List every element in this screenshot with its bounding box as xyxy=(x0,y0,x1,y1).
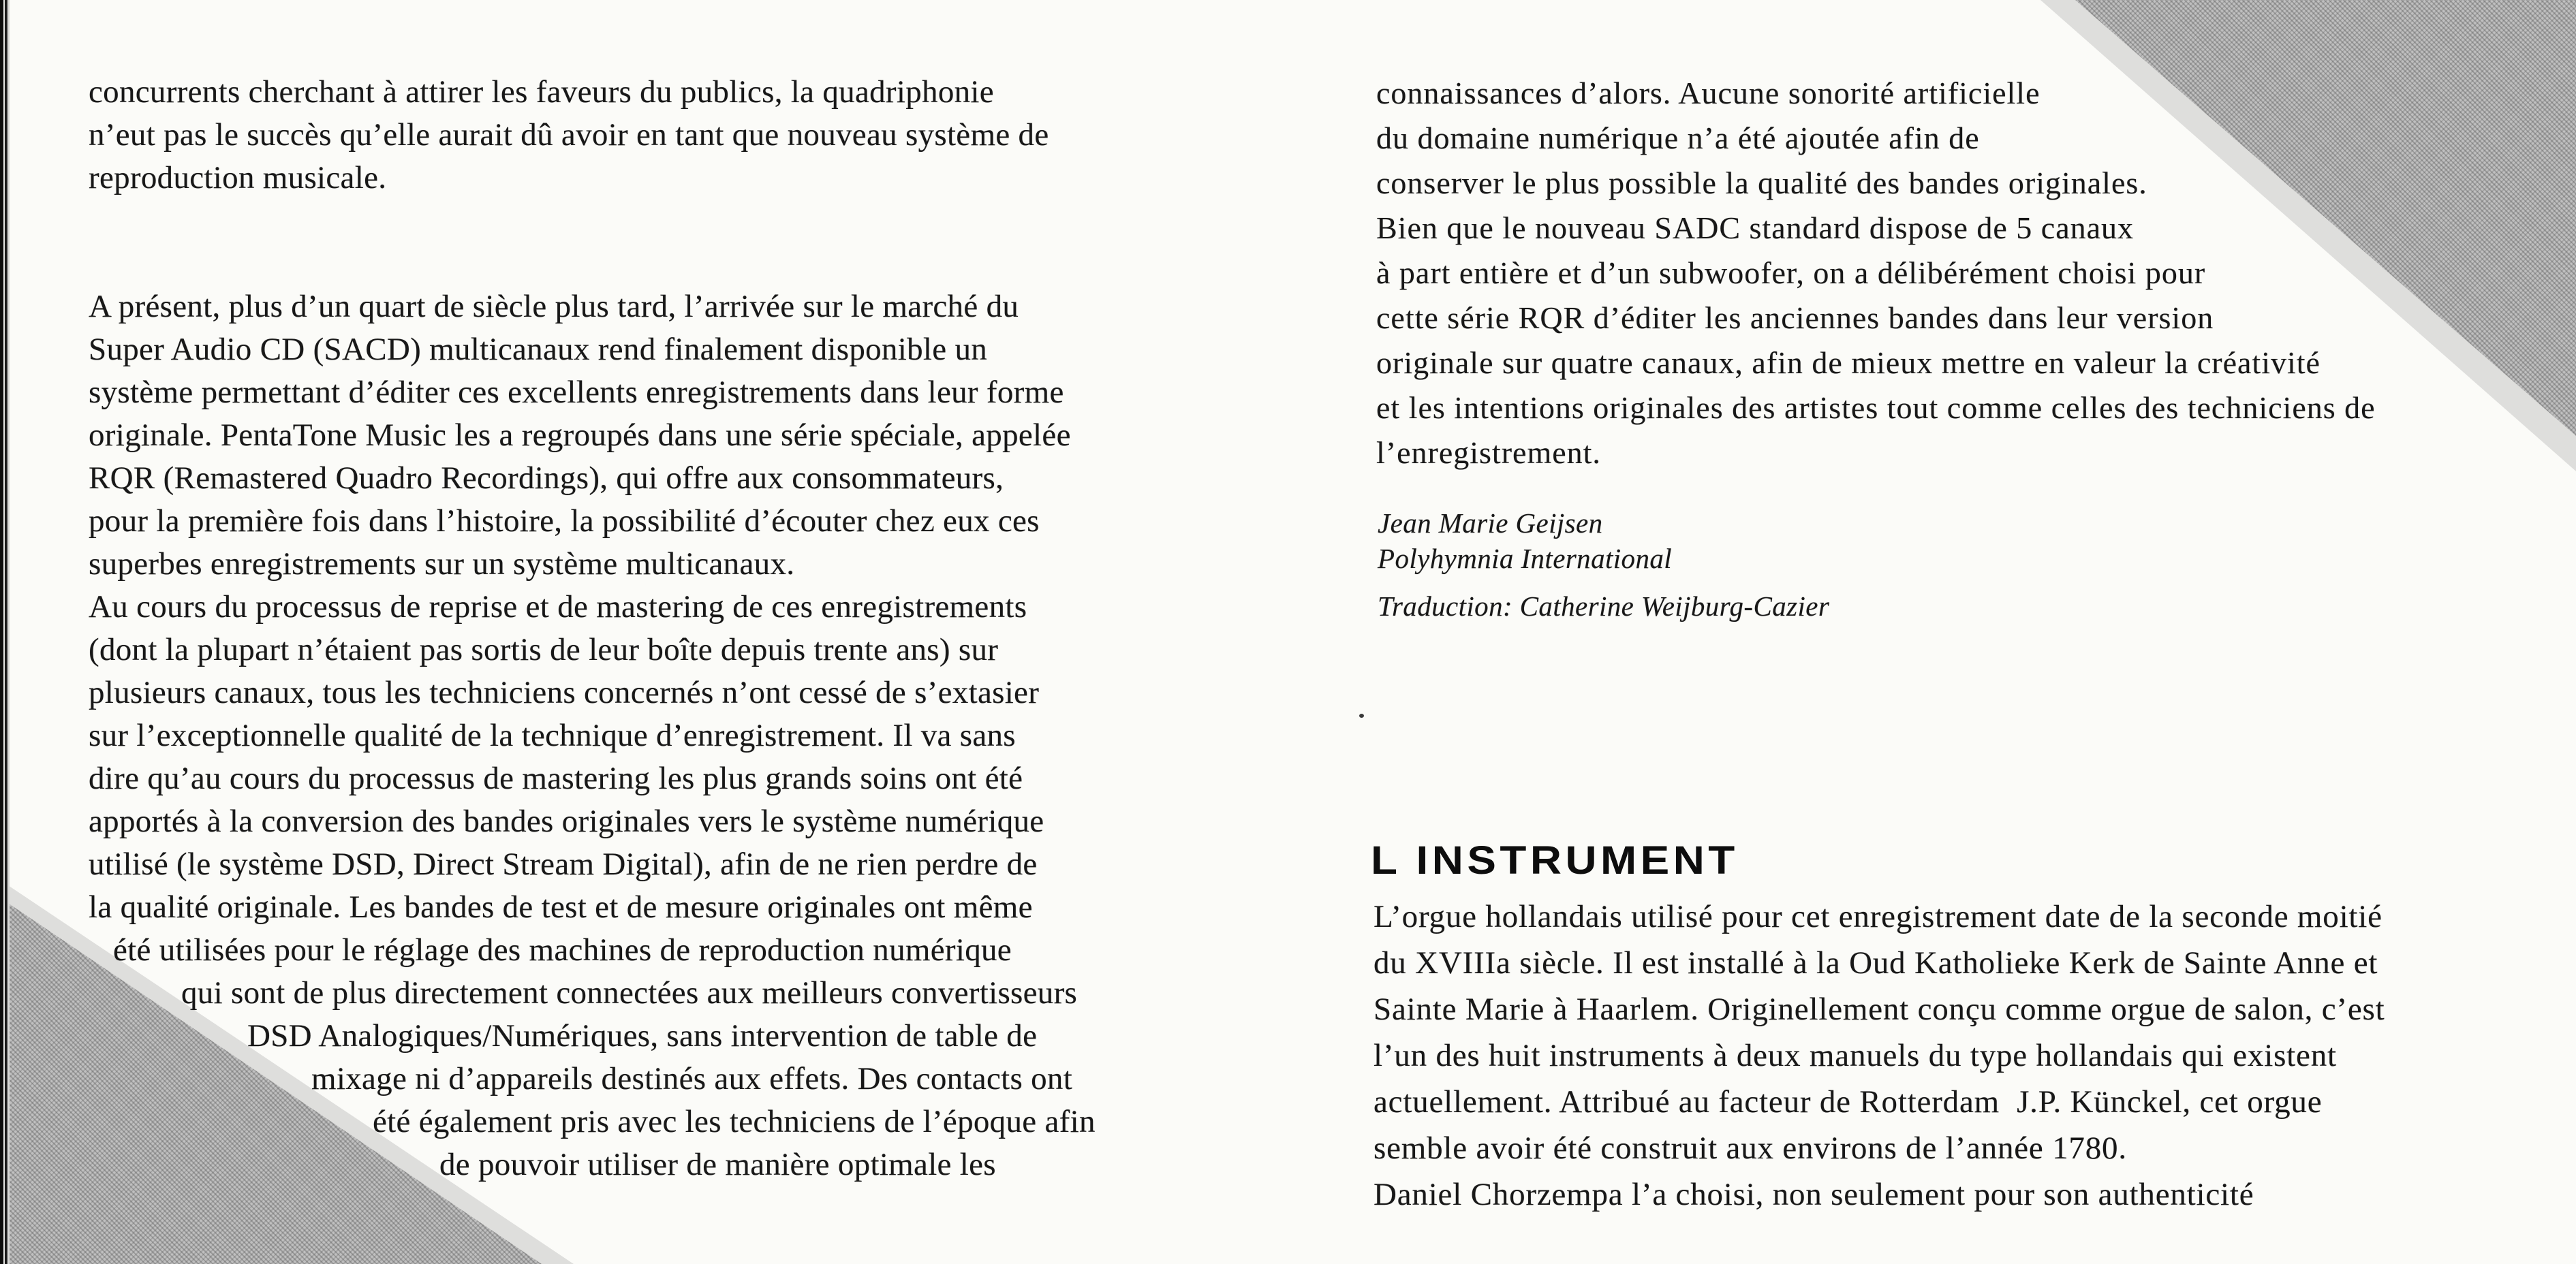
text-line: du domaine numérique n’a été ajoutée afin de xyxy=(1376,121,1980,155)
text-line: (dont la plupart n’étaient pas sortis de leur boîte depuis trente ans) sur xyxy=(89,632,999,667)
text-line: la qualité originale. Les bandes de test et de mesure originales ont même xyxy=(89,889,1033,925)
text-line: plusieurs canaux, tous les techniciens concernés n’ont cessé de s’extasier xyxy=(89,675,1040,710)
text-line: concurrents cherchant à attirer les faveurs du publics, la quadriphonie xyxy=(89,74,994,110)
signature-name: Jean Marie Geijsen xyxy=(1378,507,1603,539)
text-line: de pouvoir utiliser de manière optimale les xyxy=(439,1147,996,1182)
text-line: été utilisées pour le réglage des machines de reproduction numérique xyxy=(113,932,1012,968)
right-text-column-top xyxy=(1376,71,2376,475)
text-line: l’enregistrement. xyxy=(1376,435,1601,470)
left-text-column xyxy=(89,71,1274,1186)
text-line: sur l’exceptionnelle qualité de la technique d’enregistrement. Il va sans xyxy=(89,718,1016,753)
text-line: superbes enregistrements sur un système multicanaux. xyxy=(89,546,795,582)
text-line: Super Audio CD (SACD) multicanaux rend finalement disponible un xyxy=(89,332,988,367)
text-line: conserver le plus possible la qualité des bandes originales. xyxy=(1376,165,2147,200)
text-line: connaissances d’alors. Aucune sonorité artificielle xyxy=(1376,76,2040,110)
text-line: qui sont de plus directement connectées aux meilleurs convertisseurs xyxy=(181,975,1078,1011)
text-line: système permettant d’éditer ces excellents enregistrements dans leur forme xyxy=(89,375,1064,410)
scan-gutter-strip xyxy=(0,0,12,1264)
text-line: originale sur quatre canaux, afin de mieux mettre en valeur la créativité xyxy=(1376,345,2321,380)
text-line: dire qu’au cours du processus de mastering les plus grands soins ont été xyxy=(89,761,1023,796)
text-line: pour la première fois dans l’histoire, la possibilité d’écouter chez eux ces xyxy=(89,503,1040,539)
text-line: L’orgue hollandais utilisé pour cet enregistrement date de la seconde moitié xyxy=(1374,899,2383,934)
text-line: et les intentions originales des artistes tout comme celles des techniciens de xyxy=(1376,390,2376,425)
text-line: mixage ni d’appareils destinés aux effets. Des contacts ont xyxy=(311,1061,1073,1096)
right-text-column-bottom xyxy=(1374,894,2385,1218)
text-line: à part entière et d’un subwoofer, on a délibérément choisi pour xyxy=(1376,255,2206,290)
text-line: A présent, plus d’un quart de siècle plus tard, l’arrivée sur le marché du xyxy=(89,289,1019,324)
text-line: semble avoir été construit aux environs de l’année 1780. xyxy=(1374,1131,2127,1166)
text-line: reproduction musicale. xyxy=(89,160,387,195)
text-line: été également pris avec les techniciens de l’époque afin xyxy=(373,1104,1096,1139)
scan-speck xyxy=(1359,714,1364,718)
text-line: l’un des huit instruments à deux manuels du type hollandais qui existent xyxy=(1374,1038,2337,1073)
signature-translator: Traduction: Catherine Weijburg-Cazier xyxy=(1378,590,1830,622)
text-line: Sainte Marie à Haarlem. Originellement conçu comme orgue de salon, c’est xyxy=(1374,992,2385,1027)
text-line: cette série RQR d’éditer les anciennes bandes dans leur version xyxy=(1376,300,2214,335)
signature-block xyxy=(1378,505,1829,624)
text-line: utilisé (le système DSD, Direct Stream Digital), afin de ne rien perdre de xyxy=(89,847,1038,882)
text-line: Daniel Chorzempa l’a choisi, non seulement pour son authenticité xyxy=(1374,1177,2254,1212)
text-line: Bien que le nouveau SADC standard dispose de 5 canaux xyxy=(1376,210,2135,245)
text-line: actuellement. Attribué au facteur de Rotterdam J.P. Künckel, cet orgue xyxy=(1374,1084,2323,1120)
section-heading: L INSTRUMENT xyxy=(1371,838,1739,883)
text-line: RQR (Remastered Quadro Recordings), qui offre aux consommateurs, xyxy=(89,460,1004,496)
text-line: du XVIIIa siècle. Il est installé à la Oud Katholieke Kerk de Sainte Anne et xyxy=(1374,945,2378,981)
signature-company: Polyhymnia International xyxy=(1378,543,1673,574)
text-line: apportés à la conversion des bandes originales vers le système numérique xyxy=(89,804,1044,839)
text-line: originale. PentaTone Music les a regroupés dans une série spéciale, appelée xyxy=(89,417,1071,453)
text-line: DSD Analogiques/Numériques, sans intervention de table de xyxy=(247,1018,1038,1054)
text-line: Au cours du processus de reprise et de mastering de ces enregistrements xyxy=(89,589,1027,625)
text-line: n’eut pas le succès qu’elle aurait dû avoir en tant que nouveau système de xyxy=(89,117,1049,153)
